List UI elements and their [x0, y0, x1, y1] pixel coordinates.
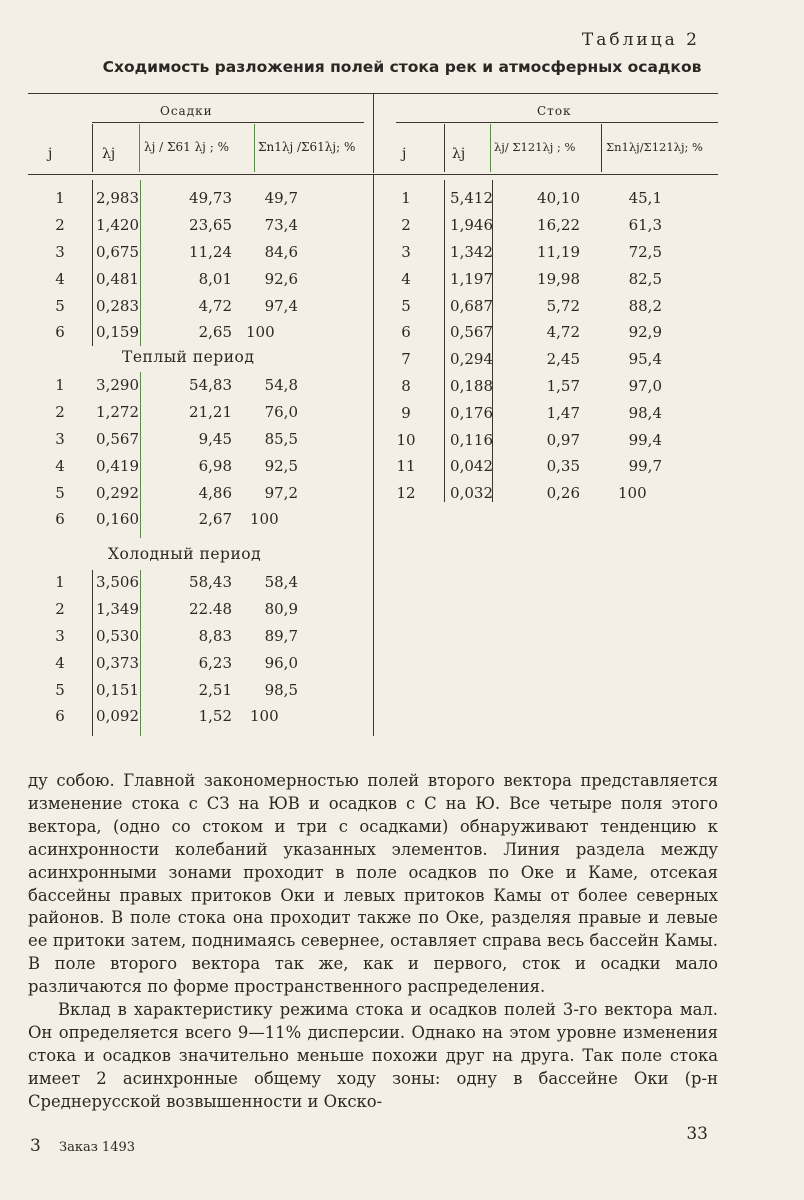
cell-lambda: 0,283 — [96, 296, 139, 315]
cell-lambda: 0,530 — [96, 626, 139, 645]
table-row — [28, 426, 368, 453]
cell-lambda: 0,032 — [450, 484, 493, 503]
cell-lambda: 0,092 — [96, 707, 139, 726]
cell-lambda: 1,946 — [450, 216, 493, 235]
paragraph-1: ду собою. Главной закономерностью полей второго вектора представляется изменение стока с СЗ на ЮВ и осадков с С на Ю. Все четыре поля этого вектора, (одно со стоком и три с осадками) обнаруживают тенденцию к асинхронности колебаний указанных элементов. Линия раздела между асинхронными зонами проходит в поле осадков по Оке и Каме, отсекая бассейны правых притоков Оки и левых притоков Камы от более северных районов. В поле стока она проходит также по Оке, разделяя правые и левые ее притоки затем, поднимаясь севернее, оставляет справа весь бассейн Камы. В поле второго вектора так же, как и первого, сток и осадки мало различаются по форме пространственного распределения. — [28, 771, 718, 997]
center-divider — [373, 174, 374, 736]
table-row — [28, 372, 368, 399]
cell-cum: 100 — [618, 484, 647, 503]
cell-j: 3 — [401, 242, 411, 261]
cell-pct: 49,73 — [189, 189, 232, 208]
cell-lambda: 0,373 — [96, 653, 139, 672]
cell-j: 2 — [55, 216, 65, 235]
cell-pct: 11,24 — [189, 242, 232, 261]
header-divider-2 — [139, 124, 140, 172]
cell-pct: 2,45 — [546, 350, 580, 369]
cell-cum: 76,0 — [264, 403, 298, 422]
cell-cum: 82,5 — [628, 269, 662, 288]
table-row — [28, 596, 368, 623]
precip-col-cum: Σn1λj /Σ61λj; % — [258, 140, 356, 154]
cell-pct: 54,83 — [189, 376, 232, 395]
cell-pct: 5,72 — [546, 296, 580, 315]
warm-period-label: Теплый период — [122, 348, 255, 366]
order-number: Заказ 1493 — [58, 1140, 136, 1155]
cell-cum: 100 — [250, 510, 279, 529]
cell-j: 3 — [55, 429, 65, 448]
cell-j: 6 — [55, 510, 65, 529]
table-row — [378, 480, 714, 507]
cell-j: 4 — [401, 269, 411, 288]
cell-cum: 97,0 — [628, 376, 662, 395]
cell-lambda: 2,983 — [96, 189, 139, 208]
cell-j: 2 — [55, 403, 65, 422]
cell-pct: 4,86 — [198, 483, 232, 502]
cell-cum: 84,6 — [264, 242, 298, 261]
precip-col-pct: λj / Σ61 λj ; % — [144, 140, 229, 154]
cell-lambda: 0,567 — [96, 429, 139, 448]
cell-cum: 98,4 — [628, 403, 662, 422]
cell-lambda: 0,159 — [96, 323, 139, 342]
cell-cum: 54,8 — [264, 376, 298, 395]
cell-j: 6 — [55, 707, 65, 726]
table-row — [28, 265, 368, 292]
runoff-group-header: Сток — [537, 104, 572, 118]
precip-col-j: j — [48, 146, 53, 162]
cell-cum: 97,2 — [264, 483, 298, 502]
cell-lambda: 0,292 — [96, 483, 139, 502]
cell-cum: 99,4 — [628, 430, 662, 449]
runoff-table — [378, 185, 714, 507]
cell-lambda: 3,506 — [96, 573, 139, 592]
precip-annual-table — [28, 185, 368, 346]
cell-pct: 8,83 — [198, 626, 232, 645]
cell-j: 10 — [396, 430, 416, 449]
cell-cum: 98,5 — [264, 680, 298, 699]
cold-period-label: Холодный период — [108, 545, 262, 563]
cell-pct: 2,65 — [198, 323, 232, 342]
cell-pct: 21,21 — [189, 403, 232, 422]
page-number: 33 — [686, 1124, 708, 1144]
table-row — [28, 239, 368, 266]
header-divider-5 — [444, 124, 445, 172]
table-row — [378, 212, 714, 239]
table-row — [28, 479, 368, 506]
precip-warm-table — [28, 372, 368, 533]
cell-j: 7 — [401, 350, 411, 369]
cell-lambda: 0,160 — [96, 510, 139, 529]
cell-j: 6 — [55, 323, 65, 342]
cell-pct: 0,35 — [546, 457, 580, 476]
cell-pct: 8,01 — [198, 269, 232, 288]
paragraph-2: Вклад в характеристику режима стока и осадков полей 3-го вектора мал. Он определяется всего 9—11% дисперсии. Однако на этом уровне изменения стока и осадков значительно меньше похожи друг на друга. Так поле стока имеет 2 асинхронные общему ходу зоны: одну в бассейне Оки (р-н Среднерусской возвышенности и Окско- — [28, 1000, 718, 1111]
runoff-col-cum: Σn1λj/Σ121λj; % — [606, 140, 703, 154]
cell-pct: 2,67 — [198, 510, 232, 529]
cell-j: 5 — [55, 483, 65, 502]
cell-lambda: 0,116 — [450, 430, 493, 449]
header-divider-6 — [490, 124, 491, 172]
table-row — [28, 623, 368, 650]
cell-j: 1 — [55, 573, 65, 592]
cell-lambda: 0,188 — [450, 376, 493, 395]
cell-j: 5 — [401, 296, 411, 315]
cell-j: 11 — [396, 457, 416, 476]
table-row — [378, 453, 714, 480]
cell-pct: 1,57 — [546, 376, 580, 395]
cell-pct: 40,10 — [537, 189, 580, 208]
cell-cum: 95,4 — [628, 350, 662, 369]
cell-lambda: 0,176 — [450, 403, 493, 422]
header-divider-7 — [601, 124, 602, 172]
cell-cum: 97,4 — [264, 296, 298, 315]
cell-lambda: 0,294 — [450, 350, 493, 369]
cell-pct: 2,51 — [198, 680, 232, 699]
cell-j: 4 — [55, 653, 65, 672]
cell-cum: 92,5 — [264, 456, 298, 475]
cell-lambda: 0,567 — [450, 323, 493, 342]
cell-j: 1 — [55, 376, 65, 395]
table-row — [28, 569, 368, 596]
cell-cum: 49,7 — [264, 189, 298, 208]
cell-lambda: 0,687 — [450, 296, 493, 315]
cell-pct: 4,72 — [546, 323, 580, 342]
cell-lambda: 1,342 — [450, 242, 493, 261]
cell-pct: 1,52 — [198, 707, 232, 726]
cell-lambda: 1,420 — [96, 216, 139, 235]
cell-lambda: 0,419 — [96, 456, 139, 475]
table-row — [28, 676, 368, 703]
cell-pct: 19,98 — [537, 269, 580, 288]
table-row — [28, 506, 368, 533]
cell-cum: 96,0 — [264, 653, 298, 672]
cell-pct: 11,19 — [537, 242, 580, 261]
cell-pct: 6,23 — [198, 653, 232, 672]
cell-j: 5 — [55, 296, 65, 315]
cell-lambda: 5,412 — [450, 189, 493, 208]
cell-lambda: 1,197 — [450, 269, 493, 288]
cell-cum: 72,5 — [628, 242, 662, 261]
precip-cold-table — [28, 569, 368, 730]
cell-lambda: 0,481 — [96, 269, 139, 288]
cell-cum: 89,7 — [264, 626, 298, 645]
table-row — [378, 399, 714, 426]
cell-pct: 0,97 — [546, 430, 580, 449]
cell-cum: 100 — [250, 707, 279, 726]
table-row — [28, 185, 368, 212]
table-row — [378, 265, 714, 292]
cell-pct: 58,43 — [189, 573, 232, 592]
runoff-col-pct: λj/ Σ121λj ; % — [494, 140, 576, 154]
cell-j: 6 — [401, 323, 411, 342]
table-row — [28, 452, 368, 479]
cell-lambda: 3,290 — [96, 376, 139, 395]
cell-pct: 1,47 — [546, 403, 580, 422]
cell-cum: 58,4 — [264, 573, 298, 592]
signature-number: 3 — [30, 1136, 41, 1156]
table-row — [378, 426, 714, 453]
cell-lambda: 0,151 — [96, 680, 139, 699]
header-divider-1 — [92, 124, 93, 172]
precip-group-underline — [92, 122, 364, 123]
cell-j: 2 — [55, 600, 65, 619]
cell-j: 3 — [55, 626, 65, 645]
table-row — [378, 346, 714, 373]
cell-j: 4 — [55, 269, 65, 288]
header-divider-3 — [254, 124, 255, 172]
cell-lambda: 1,349 — [96, 600, 139, 619]
runoff-group-underline — [396, 122, 718, 123]
cell-j: 1 — [55, 189, 65, 208]
table-row — [378, 239, 714, 266]
cell-cum: 80,9 — [264, 600, 298, 619]
cell-j: 3 — [55, 242, 65, 261]
table-row — [28, 292, 368, 319]
table-row — [378, 185, 714, 212]
cell-j: 8 — [401, 376, 411, 395]
cell-pct: 22.48 — [189, 600, 232, 619]
table-row — [28, 319, 368, 346]
table-row — [378, 373, 714, 400]
cell-lambda: 0,042 — [450, 457, 493, 476]
cell-lambda: 0,675 — [96, 242, 139, 261]
footer-print-info — [30, 1136, 135, 1156]
cell-pct: 16,22 — [537, 216, 580, 235]
table-title: Сходимость разложения полей стока рек и атмосферных осадков — [102, 58, 702, 76]
cell-lambda: 1,272 — [96, 403, 139, 422]
cell-j: 9 — [401, 403, 411, 422]
precip-col-lambda: λj — [102, 146, 116, 162]
precip-group-header: Осадки — [160, 104, 213, 118]
cell-j: 5 — [55, 680, 65, 699]
table-row — [28, 649, 368, 676]
table-row — [28, 703, 368, 730]
cell-pct: 9,45 — [198, 429, 232, 448]
cell-cum: 73,4 — [264, 216, 298, 235]
table-row — [378, 292, 714, 319]
header-divider-4 — [373, 93, 374, 173]
body-text — [28, 770, 718, 1114]
cell-j: 12 — [396, 484, 416, 503]
cell-cum: 99,7 — [628, 457, 662, 476]
cell-cum: 92,9 — [628, 323, 662, 342]
cell-j: 1 — [401, 189, 411, 208]
table-row — [378, 319, 714, 346]
table-row — [28, 399, 368, 426]
cell-cum: 85,5 — [264, 429, 298, 448]
cell-cum: 100 — [246, 323, 275, 342]
cell-pct: 6,98 — [198, 456, 232, 475]
cell-cum: 92,6 — [264, 269, 298, 288]
cell-pct: 23,65 — [189, 216, 232, 235]
cell-j: 4 — [55, 456, 65, 475]
cell-pct: 4,72 — [198, 296, 232, 315]
runoff-col-lambda: λj — [452, 146, 466, 162]
cell-cum: 61,3 — [628, 216, 662, 235]
cell-j: 2 — [401, 216, 411, 235]
table-row — [28, 212, 368, 239]
cell-pct: 0,26 — [546, 484, 580, 503]
table-label: Таблица 2 — [581, 30, 700, 50]
runoff-col-j: j — [402, 146, 407, 162]
cell-cum: 45,1 — [628, 189, 662, 208]
cell-cum: 88,2 — [628, 296, 662, 315]
